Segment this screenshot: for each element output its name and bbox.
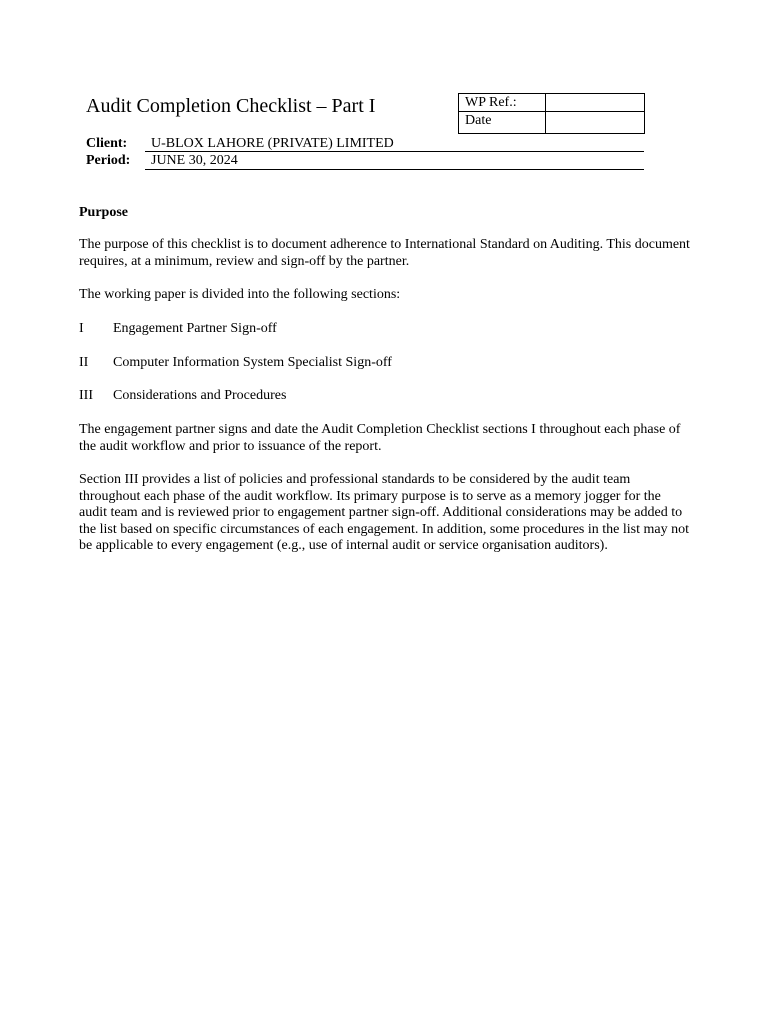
client-label: Client: [86,136,128,151]
section-numeral: I [79,321,84,336]
sections-intro-paragraph: The working paper is divided into the following sections: [79,287,401,302]
wp-ref-label: WP Ref.: [465,95,517,110]
date-label: Date [465,113,492,128]
purpose-heading: Purpose [79,205,128,220]
purpose-paragraph: The purpose of this checklist is to document adherence to International Standard on Auditing. This document requires, at a minimum, review and sign-off by the partner. [79,237,690,269]
section-label: Engagement Partner Sign-off [113,321,277,336]
period-label: Period: [86,153,131,168]
section-label: Considerations and Procedures [113,388,287,403]
section-three-paragraph: Section III provides a list of policies and professional standards to be considered by the audit team throughout each phase of the audit workflow. Its primary purpose is to serve as a memory jogger for the audit team and is reviewed prior to engagement partner sign-off. Additional considerations may be added to the list based on specific circumstances of each engagement. In addition, some procedures in the list may not be applicable to every engagement (e.g., use of internal audit or service organisation auditors). [79,472,689,554]
client-value: U-BLOX LAHORE (PRIVATE) LIMITED [151,136,394,151]
period-underline [145,169,644,170]
section-numeral: III [79,388,93,403]
document-title: Audit Completion Checklist – Part I [86,95,376,117]
section-numeral: II [79,355,89,370]
partner-signoff-paragraph: The engagement partner signs and date the Audit Completion Checklist sections I throughout each phase of the audit workflow and prior to issuance of the report. [79,422,681,454]
wp-ref-table [458,93,645,134]
section-label: Computer Information System Specialist Sign-off [113,355,392,370]
period-value: JUNE 30, 2024 [151,153,238,168]
wp-table-column-divider [545,94,546,133]
